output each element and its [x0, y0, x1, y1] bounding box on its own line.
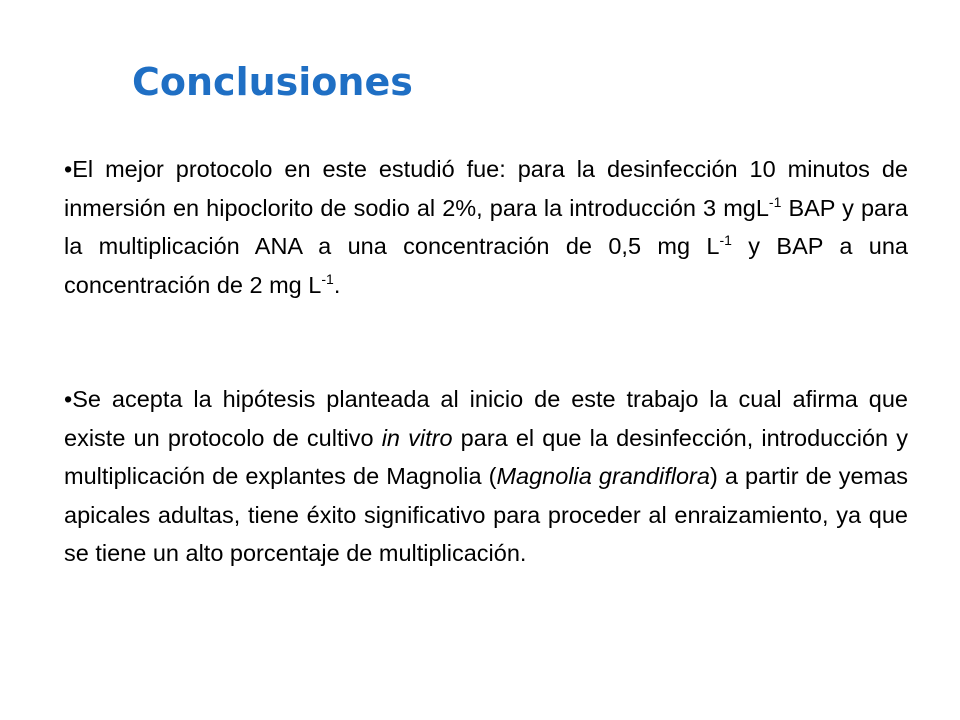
- p1-superscript-2: -1: [719, 232, 732, 248]
- slide-title: Conclusiones: [132, 60, 413, 104]
- p2-italic-species: Magnolia grandiflora: [496, 463, 710, 489]
- p1-superscript-1: -1: [768, 193, 782, 210]
- p1-text-2: BAP y para la multiplicación ANA a una concentración de 0,5 mg L: [64, 194, 908, 259]
- p1-text-3: y BAP a una concentración de 2 mg L: [64, 233, 909, 298]
- p2-text-2: para el que la desinfección, introducción y multiplicación de explantes de Magnolia (: [64, 424, 908, 489]
- conclusion-paragraph-1: [64, 150, 908, 304]
- p2-italic-in-vitro: in vitro: [381, 424, 453, 451]
- p2-text-3: ) a partir de yemas apicales adultas, tiene éxito significativo para proceder al enraizamiento, ya que se tiene un alto porcentaje de multiplicación.: [64, 463, 909, 566]
- p1-text-4: .: [333, 271, 341, 298]
- p2-text-1: Se acepta la hipótesis planteada al inicio de este trabajo la cual afirma que existe un protocolo de cultivo: [64, 386, 908, 451]
- p1-superscript-3: -1: [321, 270, 334, 287]
- bullet-2: •: [64, 386, 73, 412]
- p1-text-1: El mejor protocolo en este estudió fue: para la desinfección 10 minutos de inmersión en hipoclorito de sodio al 2%, para la introducción 3 mgL: [64, 156, 908, 221]
- conclusion-paragraph-2: [64, 380, 908, 573]
- bullet-1: •: [64, 156, 73, 182]
